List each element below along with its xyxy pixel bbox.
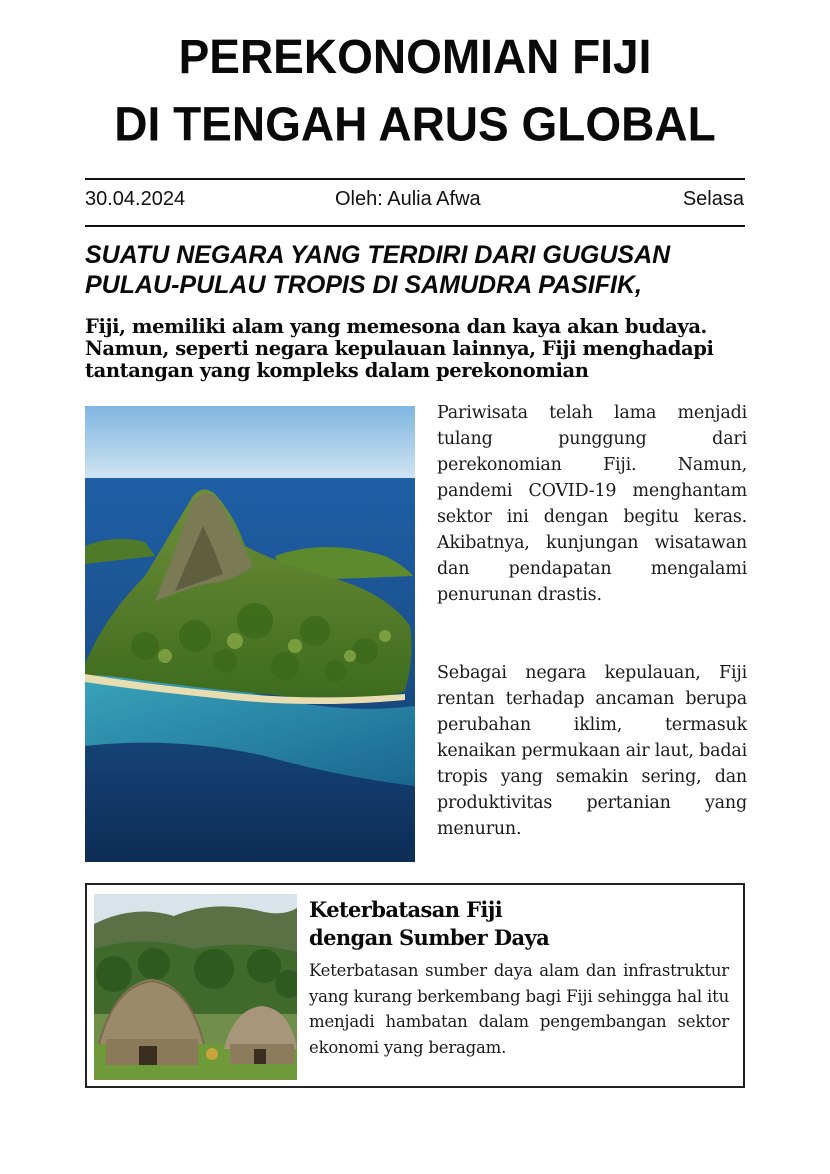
top-divider (85, 178, 745, 180)
title-line-1: PEREKONOMIAN FIJI (178, 29, 652, 84)
lead-line-3: tantangan yang kompleks dalam perekonomian (85, 359, 589, 382)
deck-line-2: PULAU-PULAU TROPIS DI SAMUDRA PASIFIK, (85, 271, 642, 299)
article-lead (85, 316, 750, 382)
sidebar-body: Keterbatasan sumber daya alam dan infrastruktur yang kurang berkembang bagi Fiji sehingga hal itu menjadi hambatan dalam pengembangan sektor ekonomi yang beragam. (309, 961, 729, 1057)
publication-day: Selasa (682, 188, 744, 210)
lead-line-2: Namun, seperti negara kepulauan lainnya, Fiji menghadapi (85, 337, 714, 360)
sidebar-heading (309, 896, 729, 952)
author-byline: Oleh: Aulia Afwa (335, 188, 481, 210)
publication-date: 30.04.2024 (85, 188, 186, 210)
bottom-divider (85, 225, 745, 227)
village-photo (94, 894, 297, 1080)
title-line-2: DI TENGAH ARUS GLOBAL (114, 96, 716, 151)
sidebar-heading-line-1: Keterbatasan Fiji (309, 897, 503, 922)
deck-line-1: SUATU NEGARA YANG TERDIRI DARI GUGUSAN (85, 241, 671, 269)
article-deck (85, 240, 745, 300)
sidebar-heading-line-2: dengan Sumber Daya (309, 925, 550, 950)
article-title (40, 23, 790, 157)
lead-line-1: Fiji, memiliki alam yang memesona dan kaya akan budaya. (85, 315, 707, 338)
body-paragraph-2: Sebagai negara kepulauan, Fiji rentan terhadap ancaman berupa perubahan iklim, termasuk kenaikan permukaan air laut, badai tropis yang semakin sering, dan produktivitas pertanian yang menurun. (437, 663, 747, 839)
body-paragraph-1: Pariwisata telah lama menjadi tulang punggung dari perekonomian Fiji. Namun, pandemi COVID-19 menghantam sektor ini dengan begitu keras. Akibatnya, kunjungan wisatawan dan pendapatan mengalami penurunan drastis. (437, 403, 747, 605)
island-photo (85, 406, 415, 862)
